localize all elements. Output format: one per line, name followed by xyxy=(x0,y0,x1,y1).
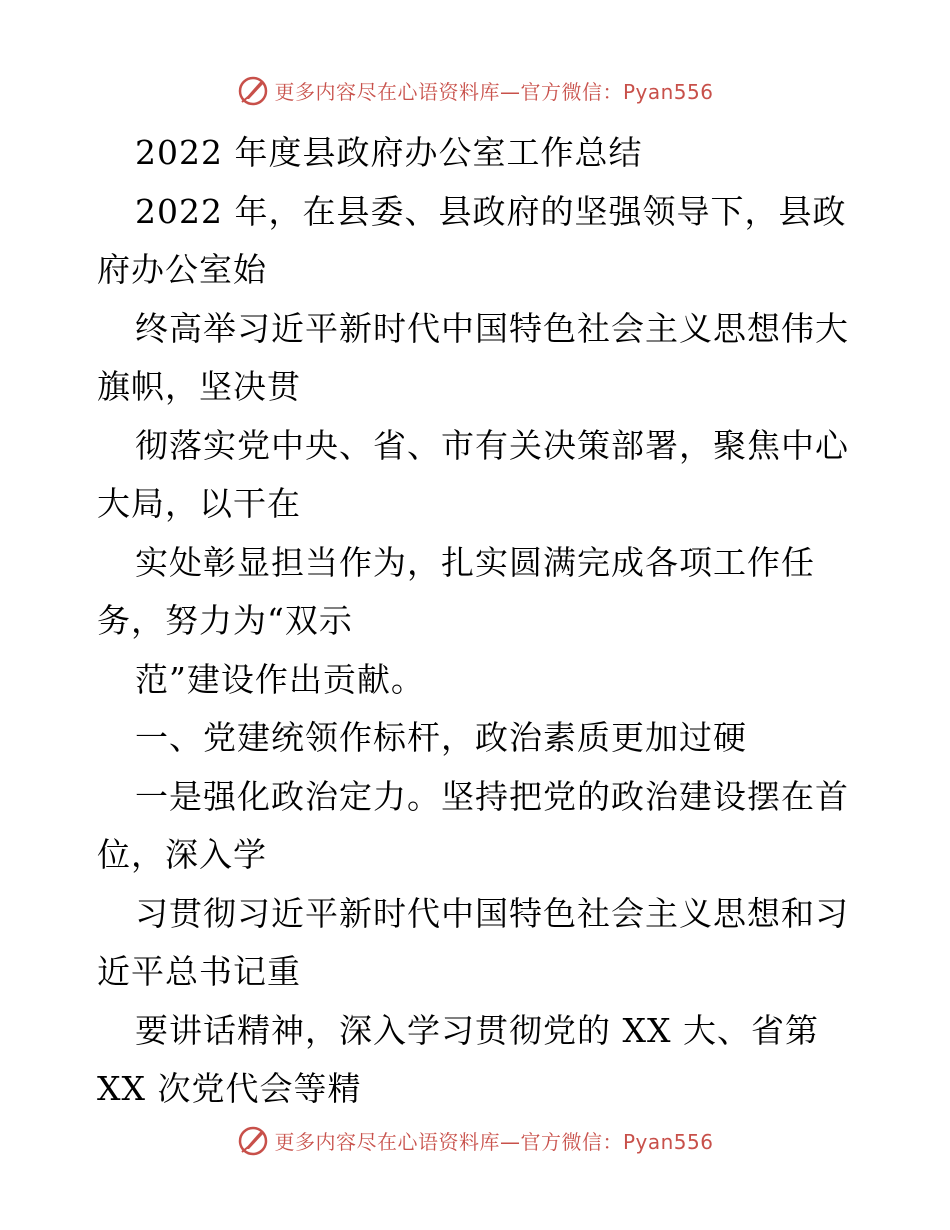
text-line: XX 次党代会等精 xyxy=(97,1069,362,1108)
text-line: 彻落实党中央、省、市有关决策部署，聚焦中心 xyxy=(135,425,849,465)
feather-pen-logo-icon xyxy=(236,1123,270,1157)
watermark-text: 更多内容尽在心语资料库—官方微信：Pyan556 xyxy=(274,1129,714,1154)
text-line: 要讲话精神，深入学习贯彻党的 XX 大、省第 xyxy=(135,1010,819,1050)
feather-pen-logo-icon xyxy=(236,73,270,107)
document-title: 2022 年度县政府办公室工作总结 xyxy=(135,133,643,172)
text-line: 实处彰显担当作为，扎实圆满完成各项工作任 xyxy=(135,542,815,582)
text-line: 习贯彻习近平新时代中国特色社会主义思想和习 xyxy=(135,893,849,933)
document-body xyxy=(97,124,857,1119)
text-line: 近平总书记重 xyxy=(97,952,301,991)
text-line: 府办公室始 xyxy=(97,250,267,289)
text-line: 2022 年，在县委、县政府的坚强领导下，县政 xyxy=(135,191,847,231)
text-line: 大局，以干在 xyxy=(97,484,301,523)
text-line: 位，深入学 xyxy=(97,835,267,874)
watermark-text: 更多内容尽在心语资料库—官方微信：Pyan556 xyxy=(274,79,714,104)
watermark-banner-top xyxy=(0,70,950,110)
text-line: 终高举习近平新时代中国特色社会主义思想伟大 xyxy=(135,308,849,348)
text-line: 旗帜，坚决贯 xyxy=(97,367,301,406)
text-line: 范”建设作出贡献。 xyxy=(135,659,425,699)
text-line: 一、党建统领作标杆，政治素质更加过硬 xyxy=(135,718,747,757)
text-line: 务，努力为“双示 xyxy=(97,601,353,640)
watermark-banner-bottom xyxy=(0,1120,950,1160)
text-line: 一是强化政治定力。坚持把党的政治建设摆在首 xyxy=(135,776,849,816)
